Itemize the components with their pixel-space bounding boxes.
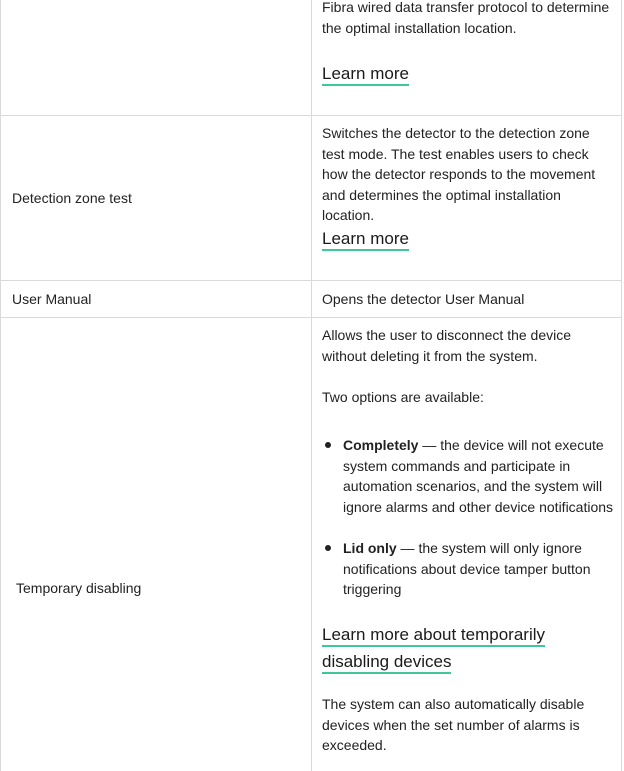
description-text: Fibra wired data transfer protocol to determine the optimal installation location. xyxy=(322,0,610,36)
learn-more-container xyxy=(322,621,572,675)
setting-name: Detection zone test xyxy=(12,190,132,206)
table-row-description xyxy=(322,0,614,38)
row-divider xyxy=(0,115,622,116)
description-text: The system can also automatically disable devices when the set number of alarms is exceeded. xyxy=(322,696,585,753)
list-item xyxy=(322,538,614,600)
list-item xyxy=(322,435,614,517)
description-text: Switches the detector to the detection zone test mode. The test enables users to check how the detector responds to the movement and determines the optimal installation location. xyxy=(322,125,596,223)
option-name: Lid only xyxy=(343,540,397,556)
setting-name: Temporary disabling xyxy=(16,580,142,596)
description-text: Allows the user to disconnect the device without deleting it from the system. xyxy=(322,327,572,364)
option-description: — the system will only ignore notifications about device tamper button triggering xyxy=(343,540,591,597)
learn-more-container xyxy=(322,225,614,252)
options-intro: Two options are available: xyxy=(322,389,484,405)
learn-more-link[interactable]: Learn more xyxy=(322,229,409,251)
setting-name: User Manual xyxy=(12,291,92,307)
option-description: — the device will not execute system commands and participate in automation scenarios, and the system will ignore alarms and other device notifications xyxy=(343,437,614,515)
bullet-icon xyxy=(325,545,331,551)
row-divider xyxy=(0,317,622,318)
bullet-icon xyxy=(325,442,331,448)
learn-more-link[interactable]: Learn more xyxy=(322,64,409,86)
option-name: Completely xyxy=(343,437,419,453)
description-text: Opens the detector User Manual xyxy=(322,291,525,307)
learn-more-container xyxy=(322,60,614,87)
row-divider xyxy=(0,280,622,281)
learn-more-temporary-disabling-link[interactable]: Learn more about temporarily disabling devices xyxy=(322,625,545,674)
table-row-description xyxy=(322,123,614,226)
